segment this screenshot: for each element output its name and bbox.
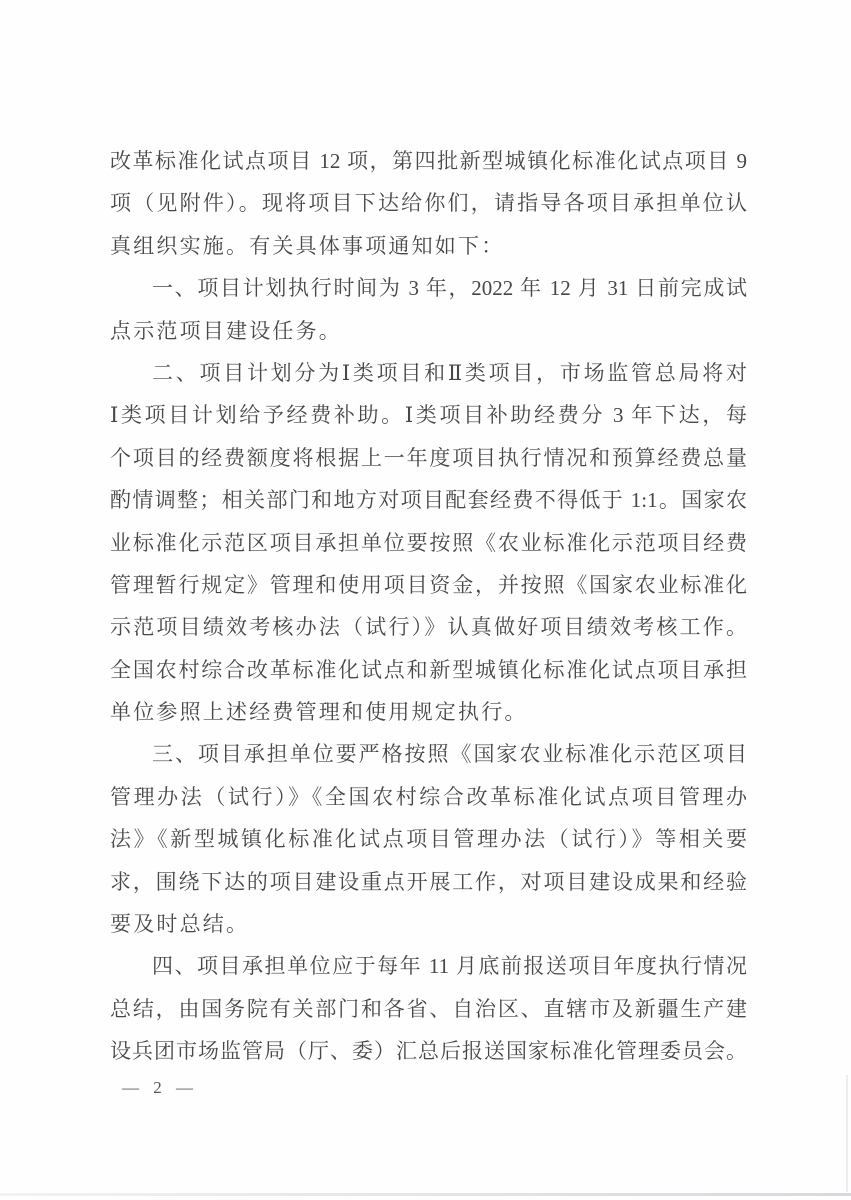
- doc-line: 一、项目计划执行时间为 3 年，2022 年 12 月 31 日前完成试: [152, 276, 747, 301]
- doc-line: 设兵团市场监管局（厅、委）汇总后报送国家标准化管理委员会。: [110, 1039, 747, 1064]
- doc-line: 管理暂行规定》管理和使用项目资金，并按照《国家农业标准化: [110, 572, 747, 597]
- page-number: — 2 —: [122, 1078, 198, 1097]
- doc-line: 真组织实施。有关具体事项通知如下：: [110, 233, 505, 258]
- doc-line: 单位参照上述经费管理和使用规定执行。: [110, 700, 528, 725]
- doc-line: 四、项目承担单位应于每年 11 月底前报送项目年度执行情况: [152, 954, 747, 979]
- document-body: [110, 140, 747, 1073]
- doc-line: 全国农村综合改革标准化试点和新型城镇化标准化试点项目承担: [110, 657, 747, 682]
- doc-line: Ⅰ类项目计划给予经费补助。Ⅰ类项目补助经费分 3 年下达，每: [110, 403, 747, 428]
- doc-line: 酌情调整；相关部门和地方对项目配套经费不得低于 1:1。国家农: [110, 488, 747, 513]
- doc-line: 三、项目承担单位要严格按照《国家农业标准化示范区项目: [152, 742, 747, 767]
- doc-line: 管理办法（试行）》《全国农村综合改革标准化试点项目管理办: [110, 784, 747, 809]
- scan-edge-artifact: [846, 1075, 848, 1192]
- doc-line: 个项目的经费额度将根据上一年度项目执行情况和预算经费总量: [110, 445, 747, 470]
- doc-line: 二、项目计划分为Ⅰ类项目和Ⅱ类项目，市场监管总局将对: [152, 360, 747, 385]
- doc-line: 总结，由国务院有关部门和各省、自治区、直辖市及新疆生产建: [110, 996, 747, 1021]
- doc-line: 示范项目绩效考核办法（试行）》认真做好项目绩效考核工作。: [110, 615, 747, 640]
- doc-line: 项（见附件）。现将项目下达给你们，请指导各项目承担单位认: [110, 191, 747, 216]
- doc-line: 法》《新型城镇化标准化试点项目管理办法（试行）》等相关要: [110, 827, 747, 852]
- doc-line: 求，围绕下达的项目建设重点开展工作，对项目建设成果和经验: [110, 869, 747, 894]
- doc-line: 点示范项目建设任务。: [110, 318, 342, 343]
- doc-line: 改革标准化试点项目 12 项，第四批新型城镇化标准化试点项目 9: [110, 149, 747, 173]
- scan-edge-artifact: [0, 1193, 851, 1196]
- doc-line: 业标准化示范区项目承担单位要按照《农业标准化示范项目经费: [110, 530, 747, 555]
- doc-line: 要及时总结。: [110, 912, 250, 937]
